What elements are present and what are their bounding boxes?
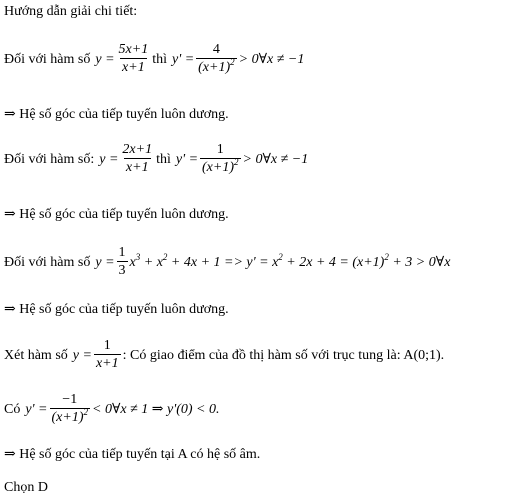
case3-formula xyxy=(4,245,450,280)
case1-formula xyxy=(4,42,304,77)
case4-co: Có xyxy=(4,401,21,417)
case1-function-fraction: $\frac{5x+1}{x+1}$ xyxy=(118,42,149,75)
case4-derivative xyxy=(4,392,220,427)
answer-line xyxy=(4,480,48,496)
case4-derivative-lhs: y' = xyxy=(25,401,48,417)
case2-intro: Đối với hàm số: xyxy=(4,151,95,167)
case4-condition: < 0∀x ≠ 1 ⇒ y'(0) < 0. xyxy=(92,402,220,417)
case4-derivative-fraction: $\frac{-1}{(x+1)^2}$ xyxy=(51,392,88,425)
case4-function-fraction: $\frac{1}{x+1}$ xyxy=(95,338,119,371)
case2-formula xyxy=(4,142,308,177)
case3-conclusion: ⇒ Hệ số góc của tiếp tuyến luôn dương. xyxy=(4,302,229,317)
case4-y-lhs: y = xyxy=(72,347,92,363)
case3-intro: Đối với hàm số xyxy=(4,254,91,270)
solution-heading xyxy=(4,4,137,20)
case3-y-lhs: y = xyxy=(95,254,115,270)
case1-derivative-fraction: $\frac{4}{(x+1)^2}$ xyxy=(198,42,235,75)
case4-conclusion: ⇒ Hệ số góc của tiếp tuyến tại A có hệ số âm. xyxy=(4,447,261,462)
case3-polynomial: $x^3 + x^2 + 4x + 1 => y' = x^2 + 2x + 4 = (x+1)^2 + 3$ > 0∀x xyxy=(129,252,451,270)
case2-derivative-fraction: $\frac{1}{(x+1)^2}$ xyxy=(202,142,239,175)
case2-y-lhs: y = xyxy=(99,151,119,167)
case4-formula xyxy=(4,338,444,373)
case1-intro: Đối với hàm số xyxy=(4,51,91,67)
case2-function-fraction: $\frac{2x+1}{x+1}$ xyxy=(122,142,153,175)
answer-text: Chọn D xyxy=(4,480,48,495)
heading-text: Hướng dẫn giải chi tiết: xyxy=(4,4,138,19)
case2-derivative-lhs: y' = xyxy=(175,151,199,167)
case2-then: thì xyxy=(156,151,171,167)
case4-intercept-text: : Có giao điểm của đồ thị hàm số với trục tung là: A(0;1). xyxy=(122,347,445,363)
case3-coefficient-fraction: $\frac{1}{3}$ xyxy=(118,245,126,278)
case1-then: thì xyxy=(152,51,167,67)
case1-conclusion: ⇒ Hệ số góc của tiếp tuyến luôn dương. xyxy=(4,107,229,122)
case2-condition: > 0∀x ≠ −1 xyxy=(242,152,309,167)
case2-conclusion: ⇒ Hệ số góc của tiếp tuyến luôn dương. xyxy=(4,207,229,222)
case1-derivative-lhs: y' = xyxy=(171,51,195,67)
case1-y-lhs: y = xyxy=(95,51,115,67)
case1-condition: > 0∀x ≠ −1 xyxy=(238,52,305,67)
case4-intro: Xét hàm số xyxy=(4,347,68,363)
